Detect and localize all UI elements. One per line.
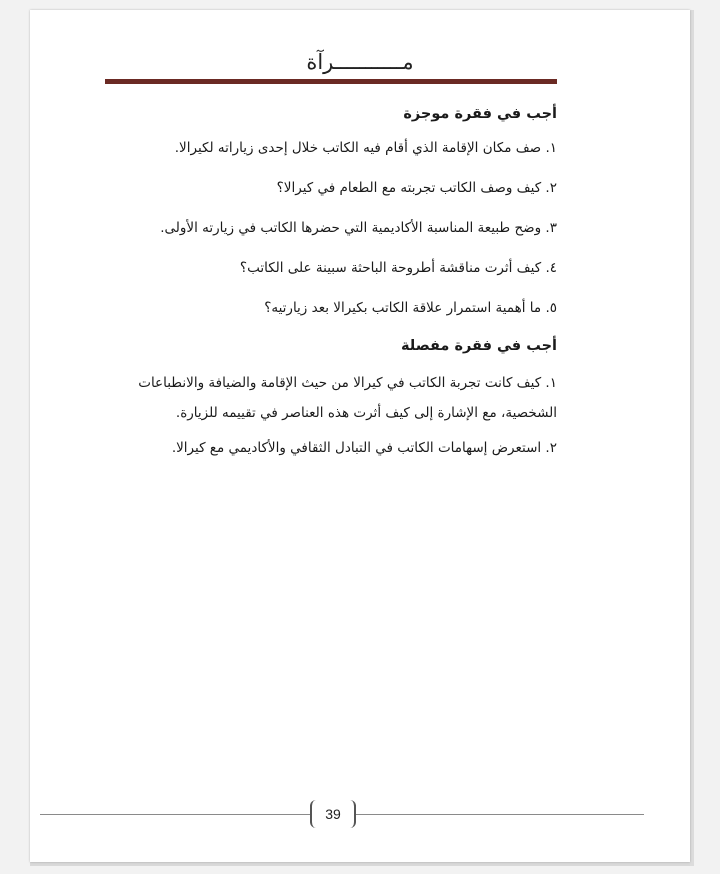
- page-footer: [30, 800, 690, 830]
- question-item: ١. صف مكان الإقامة الذي أقام فيه الكاتب خلال إحدى زياراته لكيرالا.: [174, 140, 557, 156]
- question-item: ١. كيف كانت تجربة الكاتب في كيرالا من حيث الإقامة والضيافة والانطباعات الشخصية، مع الإشارة إلى كيف أثرت هذه العناصر في تقييمه للزيارة.: [138, 375, 557, 421]
- question-item: ٢. استعرض إسهامات الكاتب في التبادل الثقافي والأكاديمي مع كيرالا.: [171, 440, 557, 456]
- section-heading-detailed: أجب في فقرة مفصلة: [400, 338, 557, 354]
- question-item: ٥. ما أهمية استمرار علاقة الكاتب بكيرالا بعد زيارتيه؟: [264, 300, 557, 316]
- question-item: ٤. كيف أثرت مناقشة أطروحة الباحثة سبينة على الكاتب؟: [239, 260, 557, 276]
- footer-rule-right: [356, 814, 644, 815]
- page-shadow: [30, 862, 690, 866]
- page-shadow: [690, 10, 694, 866]
- question-item: ٢. كيف وصف الكاتب تجربته مع الطعام في كيرالا؟: [276, 180, 557, 196]
- question-item: ٣. وضح طبيعة المناسبة الأكاديمية التي حضرها الكاتب في زيارته الأولى.: [160, 220, 557, 236]
- page-number: 39: [310, 800, 356, 828]
- header-divider: [105, 79, 557, 84]
- page-content: [105, 106, 557, 478]
- document-page: [30, 10, 690, 862]
- footer-rule-left: [40, 814, 310, 815]
- section-heading-brief: أجب في فقرة موجزة: [403, 106, 557, 122]
- page-header-title: مـــــــــــرآة: [306, 50, 414, 74]
